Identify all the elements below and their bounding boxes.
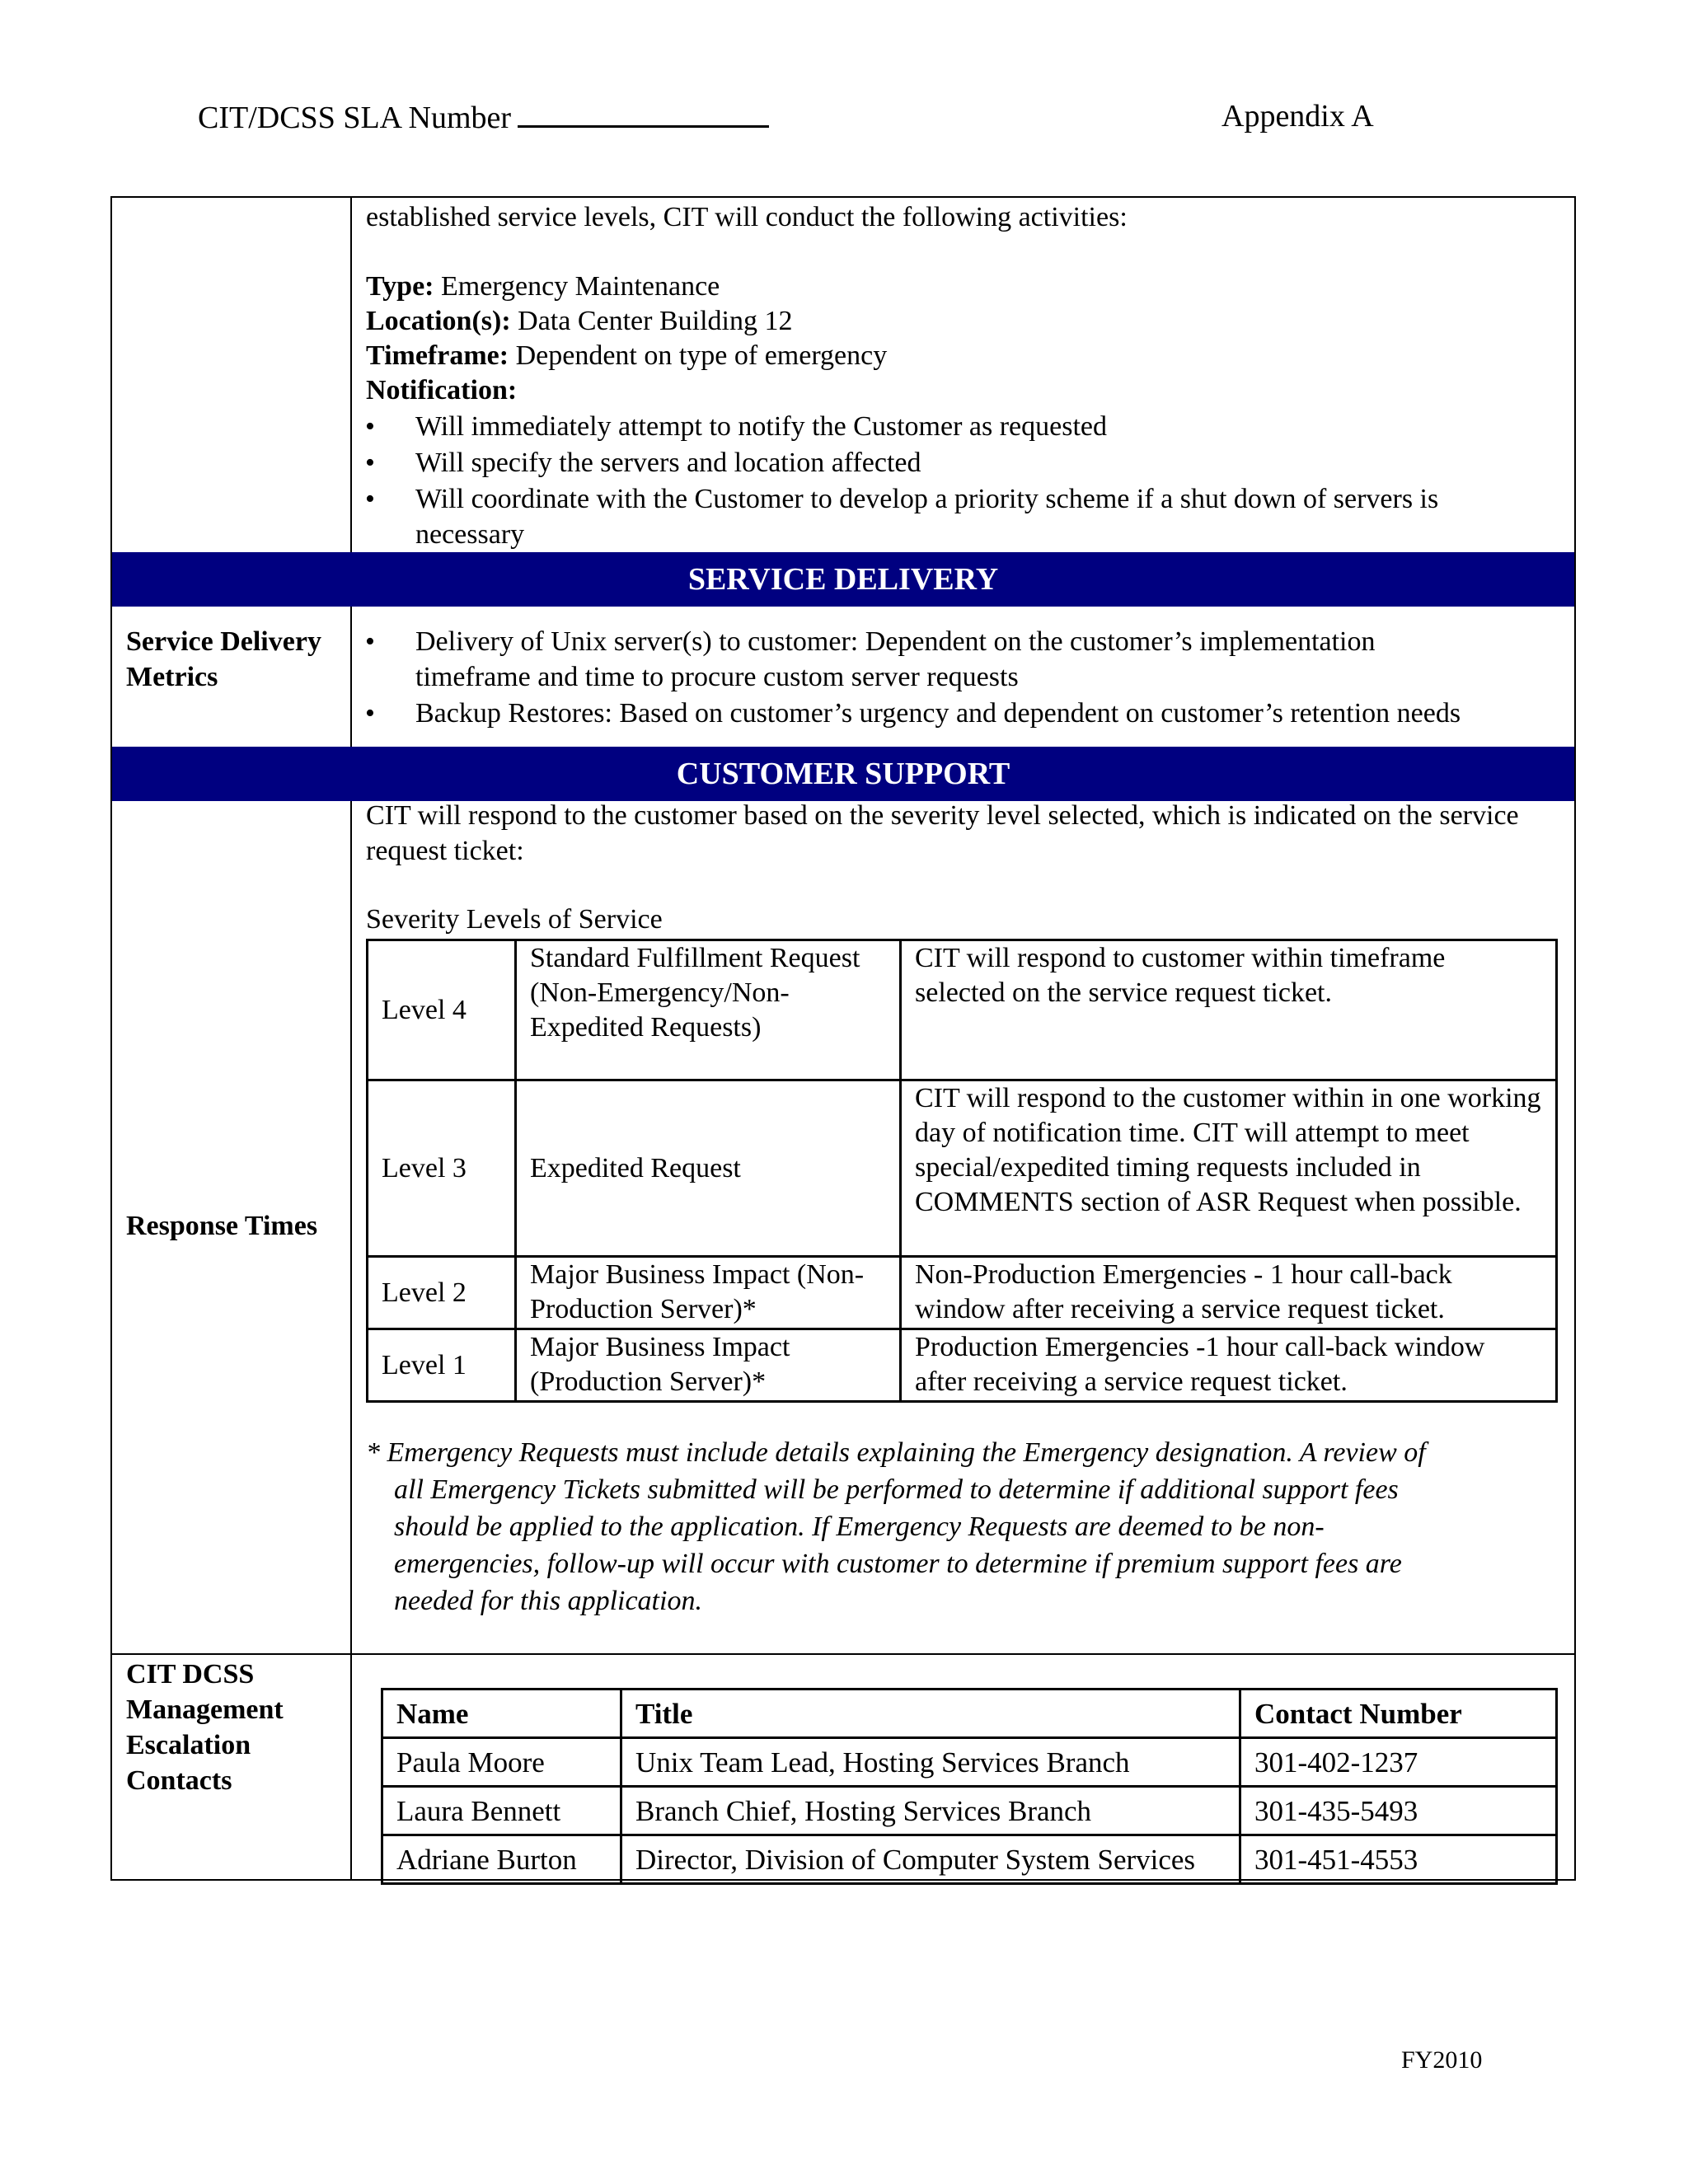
customer-support-intro: CIT will respond to the customer based on the severity level selected, which is indicated on the service request ticket:	[366, 800, 1519, 866]
maintenance-intro: established service levels, CIT will conduct the following activities:	[366, 202, 1128, 232]
table-row	[382, 1835, 1557, 1884]
notification-bullet: Will immediately attempt to notify the Customer as requested	[415, 411, 1107, 442]
severity-level: Level 2	[368, 1257, 516, 1329]
notification-bullet: Will specify the servers and location affected	[415, 448, 921, 478]
contact-title: Director, Division of Computer System Services	[621, 1835, 1240, 1884]
emergency-note: * Emergency Requests must include details explaining the Emergency designation. A review of all Emergency Tickets submitted will be performed to determine if additional support fees should be applied to the application. If Emergency Requests are deemed to be non- emergencies, follow-up will occur with customer to determine if premium support fees are needed for this application.	[366, 1437, 1426, 1616]
bullet-icon: •	[365, 626, 375, 657]
severity-response: CIT will respond to the customer within in one working day of notification time. CIT will attempt to meet special/expedited timing requests included in COMMENTS section of ASR Request when possible.	[901, 1080, 1557, 1257]
service-delivery-metrics-label: Service Delivery Metrics	[126, 626, 321, 692]
table-row	[368, 1329, 1557, 1402]
severity-response: Non-Production Emergencies - 1 hour call-back window after receiving a service request ticket.	[901, 1257, 1557, 1329]
bullet-icon: •	[365, 484, 375, 514]
maintenance-location: Location(s): Data Center Building 12	[366, 306, 793, 336]
service-delivery-bullet: Backup Restores: Based on customer’s urgency and dependent on customer’s retention needs	[415, 698, 1461, 729]
severity-response: Production Emergencies -1 hour call-back window after receiving a service request ticket.	[901, 1329, 1557, 1402]
severity-levels-title: Severity Levels of Service	[366, 904, 663, 935]
maintenance-timeframe: Timeframe: Dependent on type of emergency	[366, 340, 888, 371]
service-delivery-bullet: Delivery of Unix server(s) to customer: Dependent on the customer’s implementation timeframe and time to procure custom server requests	[415, 626, 1376, 692]
escalation-contacts-table	[381, 1688, 1558, 1885]
sla-number-header: CIT/DCSS SLA Number	[198, 97, 769, 137]
contact-title: Branch Chief, Hosting Services Branch	[621, 1787, 1240, 1835]
severity-request-type: Standard Fulfillment Request (Non-Emergency/Non-Expedited Requests)	[516, 940, 901, 1080]
contact-name: Paula Moore	[382, 1738, 621, 1787]
severity-request-type: Major Business Impact (Non-Production Server)*	[516, 1257, 901, 1329]
severity-response: CIT will respond to customer within timeframe selected on the service request ticket.	[901, 940, 1557, 1080]
table-header-row	[382, 1690, 1557, 1738]
column-header-name: Name	[382, 1690, 621, 1738]
sla-number-blank	[518, 97, 769, 128]
appendix-label: Appendix A	[1221, 99, 1374, 134]
maintenance-type: Type: Emergency Maintenance	[366, 271, 720, 302]
contact-number: 301-435-5493	[1240, 1787, 1557, 1835]
bullet-icon: •	[365, 411, 375, 442]
contact-name: Adriane Burton	[382, 1835, 621, 1884]
customer-support-band: CUSTOMER SUPPORT	[112, 747, 1574, 801]
fiscal-year-footer: FY2010	[1401, 2046, 1483, 2074]
bullet-icon: •	[365, 448, 375, 478]
table-row	[368, 1080, 1557, 1257]
severity-level: Level 1	[368, 1329, 516, 1402]
bullet-icon: •	[365, 698, 375, 729]
severity-request-type: Expedited Request	[516, 1080, 901, 1257]
maintenance-notification-label: Notification:	[366, 375, 518, 405]
contact-title: Unix Team Lead, Hosting Services Branch	[621, 1738, 1240, 1787]
contact-number: 301-402-1237	[1240, 1738, 1557, 1787]
severity-levels-table	[366, 939, 1558, 1403]
table-row	[382, 1738, 1557, 1787]
severity-level: Level 3	[368, 1080, 516, 1257]
severity-request-type: Major Business Impact (Production Server)*	[516, 1329, 901, 1402]
escalation-contacts-label: CIT DCSS Management Escalation Contacts	[126, 1659, 284, 1796]
column-header-title: Title	[621, 1690, 1240, 1738]
service-delivery-band: SERVICE DELIVERY	[112, 552, 1574, 607]
column-header-contact-number: Contact Number	[1240, 1690, 1557, 1738]
severity-level: Level 4	[368, 940, 516, 1080]
table-row	[368, 940, 1557, 1080]
response-times-label: Response Times	[126, 1211, 318, 1241]
contact-number: 301-451-4553	[1240, 1835, 1557, 1884]
contact-name: Laura Bennett	[382, 1787, 621, 1835]
table-row	[368, 1257, 1557, 1329]
notification-bullet: Will coordinate with the Customer to develop a priority scheme if a shut down of servers is necessary	[415, 484, 1439, 550]
table-row	[382, 1787, 1557, 1835]
